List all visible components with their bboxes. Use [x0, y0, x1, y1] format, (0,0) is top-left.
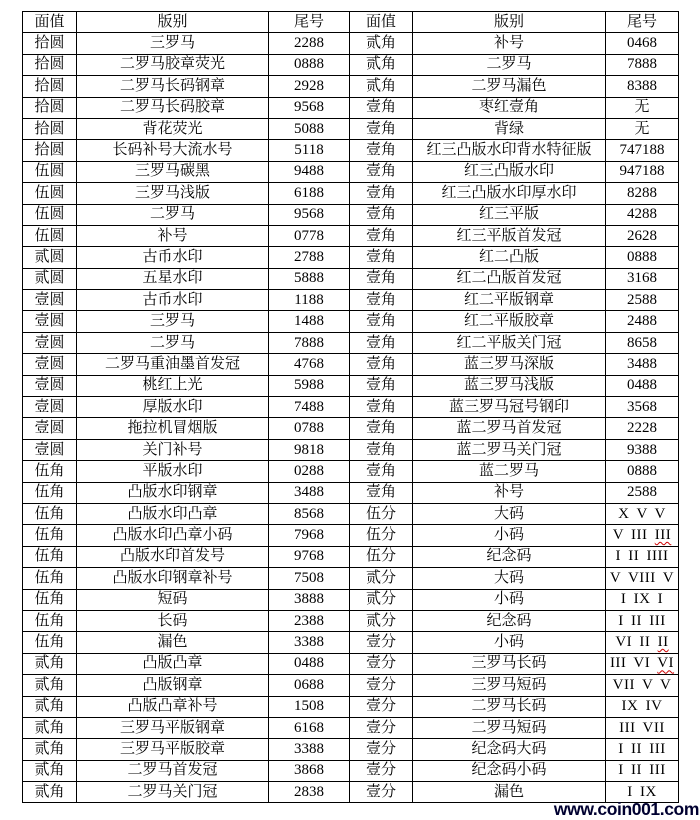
- table-row: [23, 482, 679, 503]
- cell-denomination: 壹圆: [23, 290, 77, 311]
- cell-denomination: 壹角: [350, 397, 413, 418]
- table-row: [23, 439, 679, 460]
- cell-variety: 大码: [413, 503, 606, 524]
- cell-variety: 古币水印: [77, 290, 269, 311]
- cell-tail: 0888: [269, 54, 350, 75]
- cell-denomination: 拾圆: [23, 76, 77, 97]
- cell-tail: III VI VI: [606, 653, 679, 674]
- table-row: [23, 717, 679, 738]
- cell-variety: 背花荧光: [77, 118, 269, 139]
- cell-tail: 747188: [606, 140, 679, 161]
- table-row: [23, 54, 679, 75]
- cell-tail: 0688: [269, 675, 350, 696]
- cell-tail: VI II II: [606, 632, 679, 653]
- cell-tail: 3168: [606, 268, 679, 289]
- cell-variety: 背绿: [413, 118, 606, 139]
- cell-denomination: 壹分: [350, 653, 413, 674]
- cell-tail: I II III: [606, 610, 679, 631]
- cell-denomination: 拾圆: [23, 140, 77, 161]
- cell-denomination: 伍角: [23, 610, 77, 631]
- cell-tail: X V V: [606, 503, 679, 524]
- cell-tail: 2838: [269, 782, 350, 803]
- cell-variety: 小码: [413, 525, 606, 546]
- cell-variety: 三罗马短码: [413, 675, 606, 696]
- header-denomination-right: 面值: [350, 12, 413, 33]
- table-row: [23, 97, 679, 118]
- cell-tail: 0488: [606, 375, 679, 396]
- cell-denomination: 贰角: [350, 76, 413, 97]
- cell-variety: 三罗马: [77, 33, 269, 54]
- cell-denomination: 贰角: [23, 782, 77, 803]
- cell-variety: 纪念码大码: [413, 739, 606, 760]
- cell-variety: 二罗马首发冠: [77, 760, 269, 781]
- cell-variety: 红三凸版水印背水特征版: [413, 140, 606, 161]
- cell-tail: 2288: [269, 33, 350, 54]
- cell-denomination: 壹角: [350, 332, 413, 353]
- table-row: [23, 247, 679, 268]
- table-row: [23, 739, 679, 760]
- cell-denomination: 壹分: [350, 739, 413, 760]
- cell-variety: 长码: [77, 610, 269, 631]
- cell-denomination: 壹角: [350, 183, 413, 204]
- cell-denomination: 壹角: [350, 225, 413, 246]
- cell-denomination: 拾圆: [23, 54, 77, 75]
- cell-variety: 二罗马长码: [413, 696, 606, 717]
- cell-tail: 7488: [269, 397, 350, 418]
- cell-denomination: 伍圆: [23, 204, 77, 225]
- table-row: [23, 33, 679, 54]
- cell-denomination: 拾圆: [23, 33, 77, 54]
- table-row: [23, 76, 679, 97]
- table-row: [23, 118, 679, 139]
- cell-denomination: 壹分: [350, 696, 413, 717]
- cell-tail: 0888: [606, 461, 679, 482]
- cell-denomination: 壹圆: [23, 332, 77, 353]
- cell-variety: 补号: [77, 225, 269, 246]
- cell-tail: 6188: [269, 183, 350, 204]
- cell-tail: 9388: [606, 439, 679, 460]
- cell-tail: 1188: [269, 290, 350, 311]
- table-body: [23, 33, 679, 803]
- cell-denomination: 伍角: [23, 461, 77, 482]
- cell-variety: 纪念码小码: [413, 760, 606, 781]
- table-row: [23, 653, 679, 674]
- table-row: [23, 354, 679, 375]
- cell-variety: 三罗马浅版: [77, 183, 269, 204]
- table-row: [23, 546, 679, 567]
- cell-variety: 红二凸版: [413, 247, 606, 268]
- cell-tail: 3388: [269, 632, 350, 653]
- cell-denomination: 壹角: [350, 311, 413, 332]
- table-row: [23, 610, 679, 631]
- cell-tail: 2788: [269, 247, 350, 268]
- cell-tail: 947188: [606, 161, 679, 182]
- cell-denomination: 壹角: [350, 204, 413, 225]
- cell-denomination: 贰角: [23, 696, 77, 717]
- cell-denomination: 壹分: [350, 782, 413, 803]
- cell-tail: 7888: [606, 54, 679, 75]
- cell-denomination: 壹圆: [23, 375, 77, 396]
- table-row: [23, 632, 679, 653]
- cell-variety: 红三平版首发冠: [413, 225, 606, 246]
- cell-variety: 红二平版胶章: [413, 311, 606, 332]
- cell-variety: 凸版凸章: [77, 653, 269, 674]
- cell-variety: 凸版水印钢章: [77, 482, 269, 503]
- cell-tail: I II III: [606, 760, 679, 781]
- cell-variety: 小码: [413, 589, 606, 610]
- cell-variety: 小码: [413, 632, 606, 653]
- cell-denomination: 伍圆: [23, 161, 77, 182]
- cell-variety: 补号: [413, 33, 606, 54]
- cell-variety: 二罗马短码: [413, 717, 606, 738]
- cell-denomination: 壹角: [350, 482, 413, 503]
- cell-variety: 二罗马长码钢章: [77, 76, 269, 97]
- cell-denomination: 壹分: [350, 632, 413, 653]
- cell-denomination: 壹角: [350, 97, 413, 118]
- table-row: [23, 589, 679, 610]
- table-row: [23, 525, 679, 546]
- cell-variety: 红二平版钢章: [413, 290, 606, 311]
- cell-tail: 0288: [269, 461, 350, 482]
- cell-denomination: 贰角: [23, 760, 77, 781]
- cell-tail: 2928: [269, 76, 350, 97]
- cell-variety: 三罗马平版钢章: [77, 717, 269, 738]
- cell-tail: V VIII V: [606, 568, 679, 589]
- table-row: [23, 418, 679, 439]
- cell-variety: 凸版凸章补号: [77, 696, 269, 717]
- cell-denomination: 贰分: [350, 589, 413, 610]
- cell-denomination: 壹角: [350, 140, 413, 161]
- table-row: [23, 290, 679, 311]
- cell-tail: I II IIII: [606, 546, 679, 567]
- cell-tail: 3488: [269, 482, 350, 503]
- cell-variety: 漏色: [77, 632, 269, 653]
- header-denomination-left: 面值: [23, 12, 77, 33]
- cell-denomination: 壹角: [350, 290, 413, 311]
- cell-tail: 2488: [606, 311, 679, 332]
- cell-variety: 凸版水印钢章补号: [77, 568, 269, 589]
- cell-denomination: 伍角: [23, 568, 77, 589]
- cell-tail: 无: [606, 118, 679, 139]
- table-row: [23, 760, 679, 781]
- cell-tail: I IX I: [606, 589, 679, 610]
- cell-denomination: 贰圆: [23, 247, 77, 268]
- cell-denomination: 拾圆: [23, 118, 77, 139]
- table-row: [23, 461, 679, 482]
- cell-tail: 无: [606, 97, 679, 118]
- table-row: [23, 397, 679, 418]
- table-row: [23, 311, 679, 332]
- cell-variety: 桃红上光: [77, 375, 269, 396]
- cell-tail: IX IV: [606, 696, 679, 717]
- cell-tail: 8288: [606, 183, 679, 204]
- cell-variety: 长码补号大流水号: [77, 140, 269, 161]
- cell-tail: 3868: [269, 760, 350, 781]
- cell-tail: 8658: [606, 332, 679, 353]
- cell-variety: 拖拉机冒烟版: [77, 418, 269, 439]
- cell-tail: 1488: [269, 311, 350, 332]
- cell-tail: 5988: [269, 375, 350, 396]
- table-row: [23, 161, 679, 182]
- cell-tail: 8568: [269, 503, 350, 524]
- cell-denomination: 伍角: [23, 632, 77, 653]
- table-row: [23, 268, 679, 289]
- cell-variety: 纪念码: [413, 610, 606, 631]
- cell-denomination: 壹圆: [23, 397, 77, 418]
- header-tail-left: 尾号: [269, 12, 350, 33]
- table-row: [23, 503, 679, 524]
- cell-denomination: 贰角: [23, 653, 77, 674]
- cell-variety: 二罗马: [77, 332, 269, 353]
- cell-tail: 5088: [269, 118, 350, 139]
- cell-tail: V III III: [606, 525, 679, 546]
- cell-variety: 凸版水印首发号: [77, 546, 269, 567]
- cell-tail: 0468: [606, 33, 679, 54]
- cell-denomination: 壹角: [350, 247, 413, 268]
- cell-denomination: 壹圆: [23, 311, 77, 332]
- cell-variety: 关门补号: [77, 439, 269, 460]
- cell-variety: 蓝二罗马首发冠: [413, 418, 606, 439]
- cell-tail: 6168: [269, 717, 350, 738]
- cell-denomination: 贰角: [23, 675, 77, 696]
- cell-tail: 2628: [606, 225, 679, 246]
- table-row: [23, 140, 679, 161]
- cell-tail: III VII: [606, 717, 679, 738]
- cell-denomination: 伍角: [23, 482, 77, 503]
- cell-variety: 厚版水印: [77, 397, 269, 418]
- cell-tail: 2228: [606, 418, 679, 439]
- cell-denomination: 壹角: [350, 268, 413, 289]
- cell-denomination: 壹角: [350, 118, 413, 139]
- cell-denomination: 壹圆: [23, 354, 77, 375]
- table-row: [23, 183, 679, 204]
- cell-variety: 二罗马长码胶章: [77, 97, 269, 118]
- cell-variety: 红三凸版水印厚水印: [413, 183, 606, 204]
- cell-denomination: 壹角: [350, 461, 413, 482]
- cell-denomination: 壹圆: [23, 439, 77, 460]
- cell-variety: 凸版钢章: [77, 675, 269, 696]
- squiggle-underlined-text: II: [657, 634, 669, 651]
- cell-denomination: 伍角: [23, 589, 77, 610]
- table-row: [23, 204, 679, 225]
- table-row: [23, 675, 679, 696]
- cell-tail: I IX: [606, 782, 679, 803]
- cell-tail: 3888: [269, 589, 350, 610]
- cell-denomination: 壹分: [350, 717, 413, 738]
- cell-variety: 红三凸版水印: [413, 161, 606, 182]
- cell-variety: 蓝三罗马冠号钢印: [413, 397, 606, 418]
- table-row: [23, 568, 679, 589]
- cell-tail: 0888: [606, 247, 679, 268]
- cell-tail: 0778: [269, 225, 350, 246]
- cell-denomination: 伍角: [23, 503, 77, 524]
- header-variety-left: 版别: [77, 12, 269, 33]
- table-row: [23, 332, 679, 353]
- cell-tail: 5118: [269, 140, 350, 161]
- cell-denomination: 贰角: [350, 54, 413, 75]
- cell-variety: 平版水印: [77, 461, 269, 482]
- cell-denomination: 壹圆: [23, 418, 77, 439]
- cell-variety: 二罗马: [413, 54, 606, 75]
- cell-denomination: 壹角: [350, 375, 413, 396]
- squiggle-underlined-text: VI: [657, 655, 675, 672]
- cell-variety: 漏色: [413, 782, 606, 803]
- cell-denomination: 拾圆: [23, 97, 77, 118]
- cell-tail: 9768: [269, 546, 350, 567]
- cell-tail: 2388: [269, 610, 350, 631]
- cell-denomination: 贰角: [350, 33, 413, 54]
- cell-variety: 二罗马漏色: [413, 76, 606, 97]
- table-row: [23, 375, 679, 396]
- header-variety-right: 版别: [413, 12, 606, 33]
- cell-denomination: 壹分: [350, 675, 413, 696]
- cell-denomination: 壹角: [350, 354, 413, 375]
- table-row: [23, 225, 679, 246]
- cell-variety: 蓝二罗马: [413, 461, 606, 482]
- cell-tail: 3568: [606, 397, 679, 418]
- cell-variety: 古币水印: [77, 247, 269, 268]
- cell-tail: I II III: [606, 739, 679, 760]
- cell-denomination: 伍角: [23, 525, 77, 546]
- cell-tail: 1508: [269, 696, 350, 717]
- table-header-row: [23, 12, 679, 33]
- header-tail-right: 尾号: [606, 12, 679, 33]
- cell-denomination: 伍角: [23, 546, 77, 567]
- cell-variety: 纪念码: [413, 546, 606, 567]
- cell-denomination: 贰圆: [23, 268, 77, 289]
- cell-denomination: 壹角: [350, 418, 413, 439]
- cell-variety: 蓝二罗马关门冠: [413, 439, 606, 460]
- cell-variety: 二罗马关门冠: [77, 782, 269, 803]
- cell-tail: 9568: [269, 204, 350, 225]
- cell-tail: 7968: [269, 525, 350, 546]
- cell-tail: 9818: [269, 439, 350, 460]
- cell-variety: 二罗马重油墨首发冠: [77, 354, 269, 375]
- cell-tail: 2588: [606, 290, 679, 311]
- cell-variety: 三罗马平版胶章: [77, 739, 269, 760]
- cell-variety: 枣红壹角: [413, 97, 606, 118]
- cell-denomination: 壹角: [350, 439, 413, 460]
- cell-denomination: 贰角: [23, 717, 77, 738]
- cell-denomination: 贰分: [350, 568, 413, 589]
- cell-tail: 4768: [269, 354, 350, 375]
- cell-variety: 三罗马: [77, 311, 269, 332]
- cell-tail: VII V V: [606, 675, 679, 696]
- cell-variety: 蓝三罗马深版: [413, 354, 606, 375]
- cell-variety: 五星水印: [77, 268, 269, 289]
- cell-variety: 红三平版: [413, 204, 606, 225]
- cell-tail: 5888: [269, 268, 350, 289]
- cell-variety: 凸版水印凸章: [77, 503, 269, 524]
- cell-variety: 补号: [413, 482, 606, 503]
- cell-denomination: 贰角: [23, 739, 77, 760]
- cell-variety: 红二凸版首发冠: [413, 268, 606, 289]
- cell-tail: 2588: [606, 482, 679, 503]
- cell-denomination: 贰分: [350, 610, 413, 631]
- cell-variety: 大码: [413, 568, 606, 589]
- cell-variety: 凸版水印凸章小码: [77, 525, 269, 546]
- cell-variety: 二罗马胶章荧光: [77, 54, 269, 75]
- cell-denomination: 伍圆: [23, 225, 77, 246]
- cell-denomination: 壹角: [350, 161, 413, 182]
- cell-tail: 9568: [269, 97, 350, 118]
- cell-tail: 8388: [606, 76, 679, 97]
- cell-denomination: 伍圆: [23, 183, 77, 204]
- cell-tail: 4288: [606, 204, 679, 225]
- cell-variety: 二罗马: [77, 204, 269, 225]
- cell-tail: 3388: [269, 739, 350, 760]
- cell-tail: 7888: [269, 332, 350, 353]
- cell-tail: 7508: [269, 568, 350, 589]
- site-watermark: www.coin001.com: [553, 799, 699, 819]
- cell-variety: 红二平版关门冠: [413, 332, 606, 353]
- cell-denomination: 伍分: [350, 503, 413, 524]
- cell-tail: 0488: [269, 653, 350, 674]
- cell-denomination: 伍分: [350, 525, 413, 546]
- squiggle-underlined-text: III: [654, 527, 672, 544]
- cell-tail: 0788: [269, 418, 350, 439]
- cell-tail: 3488: [606, 354, 679, 375]
- cell-variety: 三罗马长码: [413, 653, 606, 674]
- cell-denomination: 壹分: [350, 760, 413, 781]
- table-row: [23, 696, 679, 717]
- cell-variety: 短码: [77, 589, 269, 610]
- cell-denomination: 伍分: [350, 546, 413, 567]
- cell-variety: 三罗马碳黑: [77, 161, 269, 182]
- cell-variety: 蓝三罗马浅版: [413, 375, 606, 396]
- cell-tail: 9488: [269, 161, 350, 182]
- banknote-tail-number-table: [22, 11, 679, 803]
